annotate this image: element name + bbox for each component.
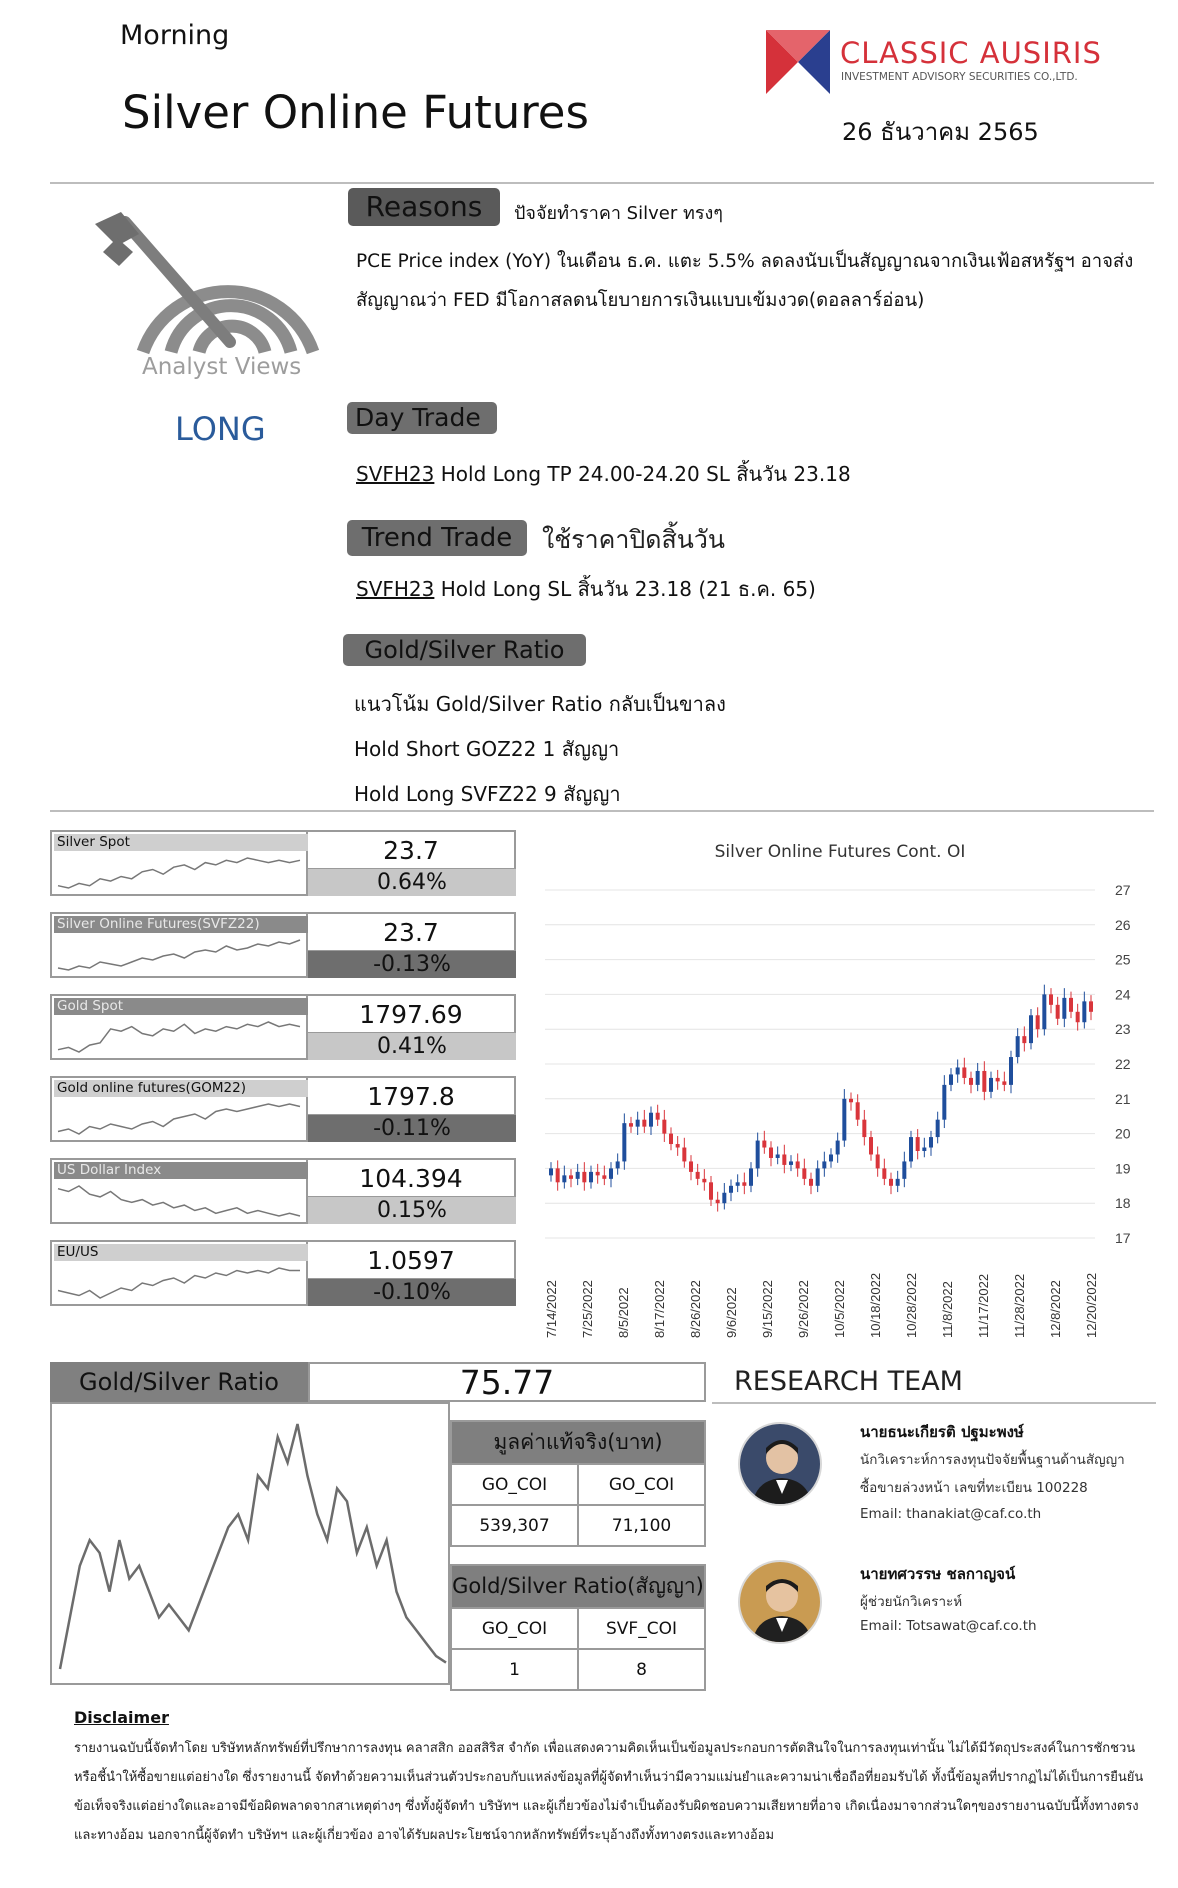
x-tick-label: 11/17/2022 bbox=[976, 1273, 991, 1338]
y-tick-label: 25 bbox=[1115, 951, 1131, 968]
candle-body bbox=[616, 1161, 620, 1168]
candle-body bbox=[782, 1154, 786, 1164]
day-trade-line bbox=[356, 458, 851, 490]
x-tick-label: 9/15/2022 bbox=[760, 1280, 775, 1338]
gold-silver-line-1: แนวโน้ม Gold/Silver Ratio กลับเป็นขาลง bbox=[354, 692, 726, 716]
quote-value: 1797.8 bbox=[308, 1076, 516, 1116]
disclaimer-line: และทางอ้อม นอกจากนี้ผู้จัดทำ บริษัทฯ และผู้เกี่ยวข้อง อาจได้รับผลประโยชน์จากหลักทรัพย์ที่ระบุอ้างถึงทั้งทางตรงและทางอ้อม bbox=[74, 1828, 775, 1843]
candle-body bbox=[876, 1154, 880, 1168]
candle-body bbox=[569, 1175, 573, 1178]
member-2-role: ผู้ช่วยนักวิเคราะห์ bbox=[860, 1594, 963, 1610]
quote-row bbox=[50, 830, 516, 898]
ratio-contract-cell-1: 1 bbox=[451, 1649, 578, 1690]
candle-body bbox=[936, 1120, 940, 1137]
trend-trade-text: Hold Long SL สิ้นวัน 23.18 (21 ธ.ค. 65) bbox=[434, 577, 816, 601]
quote-value: 1797.69 bbox=[308, 994, 516, 1034]
candle-body bbox=[562, 1175, 566, 1182]
sparkline-path bbox=[58, 1186, 300, 1216]
candle-body bbox=[829, 1154, 833, 1161]
candle-body bbox=[1042, 994, 1046, 1029]
candle-body bbox=[842, 1099, 846, 1141]
candle-body bbox=[1029, 1015, 1033, 1043]
real-value-cell-2: 71,100 bbox=[578, 1505, 705, 1546]
quote-row bbox=[50, 994, 516, 1062]
candle-body bbox=[762, 1141, 766, 1148]
candle-body bbox=[836, 1141, 840, 1155]
trend-trade-label: Trend Trade bbox=[347, 520, 527, 556]
candle-body bbox=[1082, 1001, 1086, 1022]
quote-row bbox=[50, 1158, 516, 1226]
candle-body bbox=[576, 1172, 580, 1179]
quote-sparkline-box bbox=[50, 1240, 308, 1306]
disclaimer-text bbox=[74, 1734, 1148, 1850]
quote-name: Gold online futures(GOM22) bbox=[54, 1080, 308, 1097]
quote-sparkline bbox=[54, 1096, 304, 1140]
candle-body bbox=[556, 1168, 560, 1182]
candle-body bbox=[916, 1137, 920, 1151]
quote-change: 0.15% bbox=[308, 1197, 516, 1224]
candle-body bbox=[1022, 1036, 1026, 1043]
candle-body bbox=[609, 1168, 613, 1178]
candle-body bbox=[676, 1144, 680, 1147]
y-tick-label: 18 bbox=[1115, 1195, 1131, 1212]
quote-change: 0.64% bbox=[308, 869, 516, 896]
candle-body bbox=[549, 1168, 553, 1175]
ratio-contract-header-1: GO_COI bbox=[451, 1608, 578, 1649]
candle-body bbox=[649, 1113, 653, 1127]
quote-sparkline-box bbox=[50, 1158, 308, 1224]
candle-body bbox=[669, 1134, 673, 1144]
quote-row bbox=[50, 1240, 516, 1308]
quote-name: Silver Online Futures(SVFZ22) bbox=[54, 916, 308, 933]
y-tick-label: 19 bbox=[1115, 1160, 1131, 1177]
ratio-contract-cell-2: 8 bbox=[578, 1649, 705, 1690]
research-divider bbox=[712, 1402, 1156, 1404]
candle-body bbox=[776, 1154, 780, 1157]
candle-body bbox=[769, 1148, 773, 1158]
candle-body bbox=[756, 1141, 760, 1169]
member-1-name: นายธนะเกียรติ ปฐมะพงษ์ bbox=[860, 1423, 1024, 1441]
candlestick-plot bbox=[535, 826, 1155, 1346]
sparkline-path bbox=[58, 1268, 300, 1298]
candle-body bbox=[1069, 998, 1073, 1012]
x-tick-label: 12/8/2022 bbox=[1048, 1280, 1063, 1338]
candle-body bbox=[996, 1078, 1000, 1081]
quote-name: Gold Spot bbox=[54, 998, 308, 1015]
x-tick-label: 8/5/2022 bbox=[616, 1287, 631, 1338]
quote-sparkline bbox=[54, 850, 304, 894]
session-label: Morning bbox=[120, 20, 230, 51]
candle-body bbox=[1062, 998, 1066, 1019]
candle-body bbox=[702, 1179, 706, 1182]
quote-sparkline-box bbox=[50, 994, 308, 1060]
candle-body bbox=[622, 1123, 626, 1161]
y-tick-label: 22 bbox=[1115, 1056, 1131, 1072]
candle-body bbox=[789, 1161, 793, 1164]
candle-body bbox=[896, 1179, 900, 1186]
quote-value: 23.7 bbox=[308, 830, 516, 870]
candle-body bbox=[809, 1179, 813, 1186]
avatar bbox=[738, 1560, 822, 1644]
disclaimer-line: ข้อเท็จจริงแต่อย่างใดและอาจมีข้อผิดพลาดจากสาเหตุต่างๆ ซึ่งทั้งผู้จัดทำ บริษัทฯ และผู้เกี่ยวข้องไม่จำเป็นต้องรับผิดชอบความเสียหายที่อาจ เกิดเนื่องมาจากส่วนใดๆของรายงานฉบับนี้ทั้งทางตรง bbox=[74, 1799, 1139, 1814]
quote-value: 23.7 bbox=[308, 912, 516, 952]
candle-body bbox=[869, 1137, 873, 1154]
x-tick-label: 10/28/2022 bbox=[904, 1272, 919, 1338]
x-tick-label: 9/6/2022 bbox=[724, 1287, 739, 1338]
avatar bbox=[738, 1422, 822, 1506]
candle-body bbox=[969, 1078, 973, 1085]
quote-sparkline bbox=[54, 932, 304, 976]
ratio-trend-line bbox=[52, 1404, 448, 1683]
candle-body bbox=[1009, 1057, 1013, 1085]
candle-body bbox=[882, 1168, 886, 1178]
y-tick-label: 21 bbox=[1115, 1090, 1131, 1107]
section-divider bbox=[50, 810, 1154, 812]
quote-change: -0.11% bbox=[308, 1115, 516, 1142]
ratio-contract-table bbox=[450, 1564, 706, 1691]
analyst-views-caption: Analyst Views bbox=[142, 354, 302, 380]
sparkline-path bbox=[58, 858, 300, 888]
candle-body bbox=[709, 1182, 713, 1199]
candle-body bbox=[962, 1067, 966, 1077]
quote-name: EU/US bbox=[54, 1244, 308, 1261]
candle-body bbox=[689, 1161, 693, 1171]
candle-body bbox=[956, 1067, 960, 1074]
ratio-trend-chart bbox=[50, 1402, 450, 1685]
page-title: Silver Online Futures bbox=[122, 86, 589, 139]
y-tick-label: 23 bbox=[1115, 1021, 1131, 1038]
candle-body bbox=[982, 1071, 986, 1092]
candle-body bbox=[589, 1172, 593, 1182]
candle-body bbox=[716, 1200, 720, 1203]
sparkline-path bbox=[58, 940, 300, 970]
real-value-cell-1: 539,307 bbox=[451, 1505, 578, 1546]
candle-body bbox=[1056, 1005, 1060, 1019]
y-tick-label: 17 bbox=[1115, 1230, 1131, 1246]
quote-row bbox=[50, 1076, 516, 1144]
y-tick-label: 20 bbox=[1115, 1125, 1131, 1142]
logo-mark-icon bbox=[762, 26, 834, 98]
candle-body bbox=[636, 1120, 640, 1127]
x-tick-label: 12/20/2022 bbox=[1084, 1272, 1099, 1338]
sparkline-path bbox=[58, 1104, 300, 1134]
real-value-header-2: GO_COI bbox=[578, 1464, 705, 1505]
x-tick-label: 8/26/2022 bbox=[688, 1280, 703, 1338]
quote-row bbox=[50, 912, 516, 980]
logo-name: CLASSIC AUSIRIS bbox=[840, 36, 1102, 70]
trend-trade-line bbox=[356, 573, 816, 605]
sparkline-path bbox=[58, 1022, 300, 1052]
quote-name: US Dollar Index bbox=[54, 1162, 308, 1179]
gold-silver-line-2: Hold Short GOZ22 1 สัญญา bbox=[354, 737, 620, 761]
candle-body bbox=[696, 1172, 700, 1179]
day-trade-text: Hold Long TP 24.00-24.20 SL สิ้นวัน 23.18 bbox=[434, 462, 851, 486]
ratio-contract-header-2: SVF_COI bbox=[578, 1608, 705, 1649]
gold-silver-line-3: Hold Long SVFZ22 9 สัญญา bbox=[354, 782, 621, 806]
trend-trade-note: ใช้ราคาปิดสิ้นวัน bbox=[542, 525, 725, 554]
trend-trade-symbol: SVFH23 bbox=[356, 577, 435, 601]
real-value-header-1: GO_COI bbox=[451, 1464, 578, 1505]
candle-body bbox=[1036, 1015, 1040, 1029]
candle-body bbox=[949, 1074, 953, 1084]
candle-body bbox=[1076, 1012, 1080, 1022]
ratio-contract-title: Gold/Silver Ratio(สัญญา) bbox=[451, 1565, 705, 1608]
candle-body bbox=[942, 1085, 946, 1120]
candle-body bbox=[902, 1161, 906, 1178]
candle-body bbox=[602, 1175, 606, 1178]
candle-body bbox=[1089, 1001, 1093, 1011]
candle-body bbox=[802, 1168, 806, 1178]
day-trade-symbol: SVFH23 bbox=[356, 462, 435, 486]
candle-body bbox=[629, 1123, 633, 1126]
x-tick-label: 10/18/2022 bbox=[868, 1272, 883, 1338]
x-tick-label: 11/8/2022 bbox=[940, 1281, 955, 1338]
person-photo-icon bbox=[740, 1424, 822, 1506]
candle-body bbox=[656, 1113, 660, 1120]
candle-body bbox=[922, 1148, 926, 1151]
y-tick-label: 24 bbox=[1115, 986, 1131, 1003]
quote-change: -0.10% bbox=[308, 1279, 516, 1306]
ratio-line bbox=[60, 1424, 446, 1669]
member-1-email: Email: thanakiat@caf.co.th bbox=[860, 1506, 1042, 1522]
quote-sparkline bbox=[54, 1260, 304, 1304]
quote-change: -0.13% bbox=[308, 951, 516, 978]
quote-sparkline-box bbox=[50, 1076, 308, 1142]
quote-sparkline-box bbox=[50, 830, 308, 896]
person-photo-icon bbox=[740, 1562, 822, 1644]
quote-change: 0.41% bbox=[308, 1033, 516, 1060]
candle-body bbox=[889, 1179, 893, 1186]
candle-body bbox=[816, 1168, 820, 1185]
candle-body bbox=[856, 1102, 860, 1119]
chart-title: Silver Online Futures Cont. OI bbox=[714, 842, 966, 862]
quote-name: Silver Spot bbox=[54, 834, 308, 851]
gold-silver-label: Gold/Silver Ratio bbox=[343, 634, 586, 666]
candle-body bbox=[849, 1099, 853, 1102]
candle-body bbox=[582, 1172, 586, 1182]
x-tick-label: 8/17/2022 bbox=[652, 1280, 667, 1338]
candle-body bbox=[729, 1186, 733, 1193]
research-team-title: RESEARCH TEAM bbox=[734, 1366, 963, 1397]
ratio-box-value: 75.77 bbox=[308, 1362, 706, 1402]
real-value-title: มูลค่าแท้จริง(บาท) bbox=[451, 1421, 705, 1464]
y-tick-label: 27 bbox=[1115, 882, 1131, 898]
candle-body bbox=[1016, 1036, 1020, 1057]
candle-body bbox=[822, 1161, 826, 1168]
candle-body bbox=[682, 1148, 686, 1162]
member-2-email: Email: Totsawat@caf.co.th bbox=[860, 1618, 1037, 1634]
x-tick-label: 7/14/2022 bbox=[544, 1280, 559, 1338]
candle-body bbox=[989, 1078, 993, 1092]
target-arrow-icon bbox=[95, 212, 320, 357]
disclaimer-line: รายงานฉบับนี้จัดทำโดย บริษัทหลักทรัพย์ที่ปรึกษาการลงทุน คลาสสิก ออสสิริส จำกัด เพื่อแสดงความคิดเห็นเป็นข้อมูลประกอบการตัดสินใจในการลงทุนเท่านั้น ไม่ได้มีวัตถุประสงค์ในการชักชวน bbox=[74, 1741, 1136, 1756]
ratio-box-label: Gold/Silver Ratio bbox=[50, 1362, 308, 1402]
candle-body bbox=[1049, 994, 1053, 1004]
disclaimer-title: Disclaimer bbox=[74, 1708, 169, 1727]
member-1-license: ซื้อขายล่วงหน้า เลขที่ทะเบียน 100228 bbox=[860, 1480, 1088, 1496]
quote-sparkline-box bbox=[50, 912, 308, 978]
x-tick-label: 11/28/2022 bbox=[1012, 1273, 1027, 1338]
reasons-line-2: สัญญาณว่า FED มีโอกาสลดนโยบายการเงินแบบเข้มงวด(ดอลลาร์อ่อน) bbox=[356, 290, 925, 311]
candle-body bbox=[796, 1161, 800, 1168]
quote-sparkline bbox=[54, 1178, 304, 1222]
quote-sparkline bbox=[54, 1014, 304, 1058]
day-trade-label: Day Trade bbox=[347, 402, 497, 434]
candle-body bbox=[662, 1120, 666, 1134]
member-2-name: นายทศวรรษ ชลกาญจน์ bbox=[860, 1565, 1016, 1583]
candle-body bbox=[642, 1120, 646, 1127]
analyst-view: LONG bbox=[175, 410, 266, 448]
reasons-label: Reasons bbox=[348, 188, 500, 226]
real-value-table bbox=[450, 1420, 706, 1547]
candle-body bbox=[722, 1193, 726, 1203]
reasons-line-1: PCE Price index (YoY) ในเดือน ธ.ค. แตะ 5.5% ลดลงนับเป็นสัญญาณจากเงินเฟ้อสหรัฐฯ อาจส่ง bbox=[356, 251, 1134, 272]
x-tick-label: 10/5/2022 bbox=[832, 1280, 847, 1338]
x-tick-label: 9/26/2022 bbox=[796, 1280, 811, 1338]
disclaimer-line: หรือชี้นำให้ซื้อขายแต่อย่างใด ซึ่งรายงานนี้ จัดทำด้วยความเห็นส่วนตัวประกอบกับแหล่งข้อมูลที่ผู้จัดทำเห็นว่ามีความแม่นยำและความน่าเชื่อถือที่ยอมรับได้ ทั้งนี้ข้อมูลที่ปรากฏไม่ได้เป็นการยืนยัน bbox=[74, 1770, 1144, 1785]
logo-subtitle: INVESTMENT ADVISORY SECURITIES CO.,LTD. bbox=[841, 71, 1078, 83]
member-1-role: นักวิเคราะห์การลงทุนปัจจัยพื้นฐานด้านสัญญา bbox=[860, 1452, 1125, 1468]
candle-body bbox=[909, 1137, 913, 1161]
y-tick-label: 26 bbox=[1115, 916, 1131, 933]
candle-body bbox=[1002, 1081, 1006, 1084]
candle-body bbox=[862, 1120, 866, 1137]
quote-value: 1.0597 bbox=[308, 1240, 516, 1280]
header-divider bbox=[50, 182, 1154, 184]
candle-body bbox=[596, 1172, 600, 1175]
company-logo bbox=[762, 26, 1102, 98]
candle-body bbox=[742, 1182, 746, 1185]
candle-body bbox=[976, 1071, 980, 1085]
candle-body bbox=[929, 1137, 933, 1147]
silver-chart bbox=[535, 826, 1155, 1356]
quote-value: 104.394 bbox=[308, 1158, 516, 1198]
candle-body bbox=[749, 1168, 753, 1185]
reasons-subtitle: ปัจจัยทำราคา Silver ทรงๆ bbox=[514, 203, 723, 224]
x-tick-label: 7/25/2022 bbox=[580, 1280, 595, 1338]
report-date: 26 ธันวาคม 2565 bbox=[842, 118, 1039, 146]
candle-body bbox=[736, 1182, 740, 1185]
